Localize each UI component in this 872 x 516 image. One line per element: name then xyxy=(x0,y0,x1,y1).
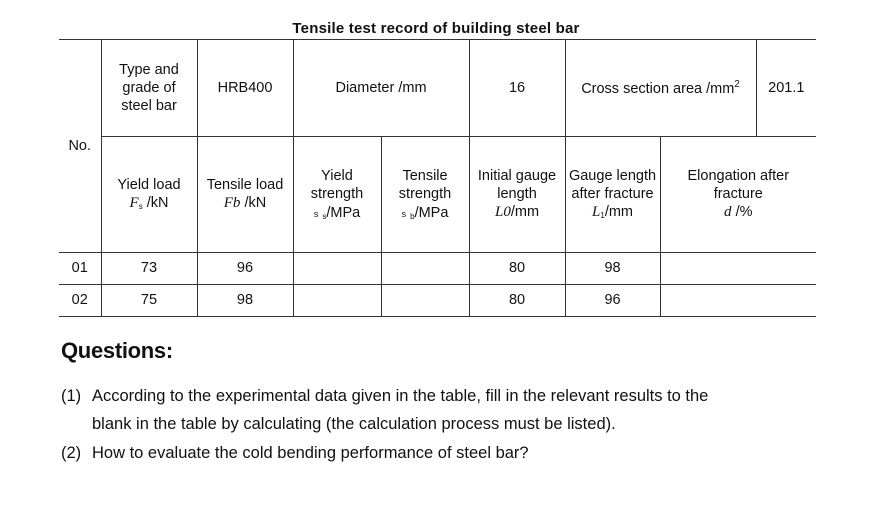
table-row xyxy=(59,285,816,317)
question-1-line-2: blank in the table by calculating (the calculation process must be listed). xyxy=(92,415,616,433)
question-1-number: (1) xyxy=(61,387,82,405)
question-2-number: (2) xyxy=(61,444,82,462)
diameter-value: 16 xyxy=(469,40,565,137)
yield-load-header: Yield load $F_s$ /kN xyxy=(101,137,197,253)
tensile-load-cell: 96 xyxy=(197,253,293,285)
type-grade-value: HRB400 xyxy=(197,40,293,137)
header-row-2 xyxy=(59,137,816,253)
question-2 xyxy=(61,439,529,467)
questions-heading: Questions: xyxy=(61,338,173,363)
question-2-text: How to evaluate the cold bending performance of steel bar? xyxy=(92,444,529,462)
gauge-after-cell: 96 xyxy=(565,285,660,317)
yield-load-cell: 75 xyxy=(101,285,197,317)
tensile-strength-header: Tensile strength s $_b$/MPa xyxy=(381,137,469,253)
type-grade-header: Type and grade of steel bar xyxy=(101,40,197,137)
initial-gauge-cell: 80 xyxy=(469,285,565,317)
yield-strength-header: Yield strength s $_s$/MPa xyxy=(293,137,381,253)
cross-section-label: Cross section area $/mm^2$ xyxy=(565,40,756,137)
gauge-after-cell: 98 xyxy=(565,253,660,285)
table-title: Tensile test record of building steel bar xyxy=(292,20,580,37)
elongation-cell xyxy=(660,253,816,285)
tensile-strength-cell xyxy=(381,253,469,285)
tensile-record-table xyxy=(59,39,816,317)
diameter-label: Diameter /mm xyxy=(293,40,469,137)
tensile-load-cell: 98 xyxy=(197,285,293,317)
row-no: 02 xyxy=(59,285,101,317)
yield-strength-cell xyxy=(293,253,381,285)
table-row xyxy=(59,253,816,285)
header-row-1 xyxy=(59,40,816,137)
cross-section-value: 201.1 xyxy=(756,40,816,137)
elongation-header: Elongation after fracture d /% xyxy=(660,137,816,253)
yield-strength-cell xyxy=(293,285,381,317)
no-header: No. xyxy=(59,40,101,253)
initial-gauge-header: Initial gauge length L0/mm xyxy=(469,137,565,253)
initial-gauge-cell: 80 xyxy=(469,253,565,285)
yield-load-cell: 73 xyxy=(101,253,197,285)
question-1 xyxy=(61,382,813,438)
question-1-line-1: According to the experimental data given in the table, fill in the relevant results to the xyxy=(92,387,709,405)
tensile-strength-cell xyxy=(381,285,469,317)
gauge-after-header: Gauge length after fracture $L_1/mm$ xyxy=(565,137,660,253)
elongation-cell xyxy=(660,285,816,317)
tensile-load-header: Tensile load Fb /kN xyxy=(197,137,293,253)
row-no: 01 xyxy=(59,253,101,285)
